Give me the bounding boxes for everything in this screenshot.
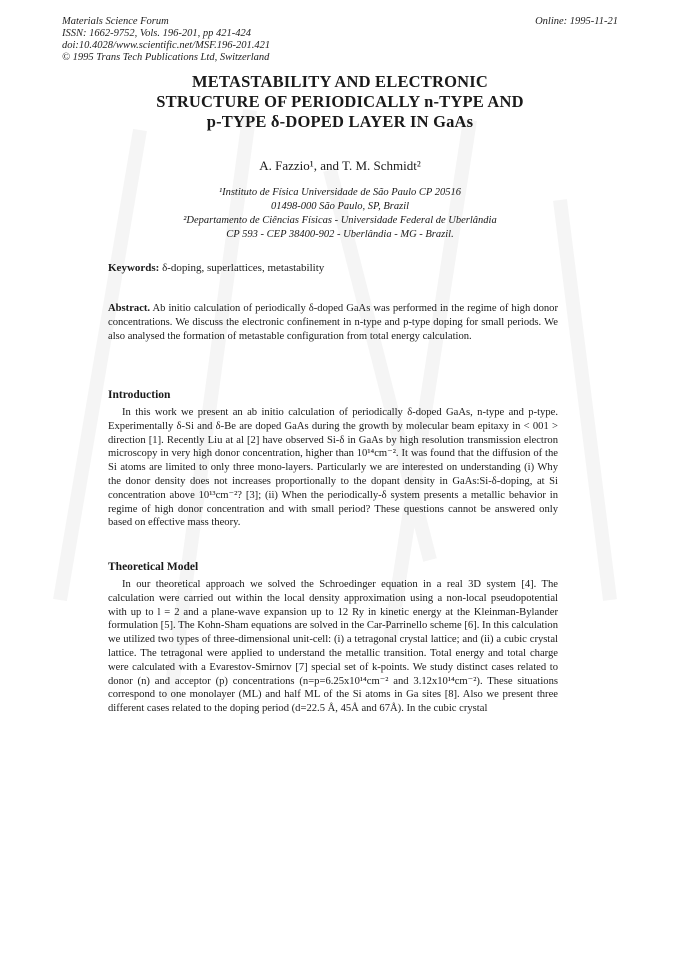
keywords-label: Keywords: bbox=[108, 262, 160, 274]
issn-line: ISSN: 1662-9752, Vols. 196-201, pp 421-424 bbox=[62, 28, 251, 39]
introduction-heading: Introduction bbox=[108, 389, 171, 401]
affiliations bbox=[60, 186, 620, 242]
theory-text: In our theoretical approach we solved the Schroedinger equation in a real 3D system [4]. The calculation were carried out within the local density approximation using a non-local pseudopotential with up to l = 2 and a plane-wave expansion up to 12 Ry in kinetic energy at the Kleinman-Bylander formulation [5]. The Kohn-Sham equations are solved in the Car-Parrinello scheme [6]. In this calculation we utilized two types of three-dimensional unit-cell: (i) a tetragonal crystal lattice; and (ii) a cubic crystal lattice. The tetragonal were applied to understand the metallic transition. Total energy and total charge were calculated with a Evarestov-Smirnov [7] special set of k-points. We study distinct cases related to donor (n) and acceptor (p) concentrations (n=p=6.25x10¹⁴cm⁻² and 3.12x10¹⁴cm⁻²). These situations correspond to one monolayer (ML) and half ML of the Si atoms in Ga sites [8]. Also we present three different cases related to the doping period (d=22.5 Å, 45Å and 67Å). In the cubic crystal bbox=[108, 579, 558, 715]
introduction-paragraph bbox=[108, 406, 558, 530]
affiliation-line-1: ¹Instituto de Física Universidade de São Paulo CP 20516 bbox=[218, 187, 462, 198]
title-line-2: STRUCTURE OF PERIODICALLY n-TYPE AND bbox=[156, 92, 524, 111]
title-line-3: p-TYPE δ-DOPED LAYER IN GaAs bbox=[206, 112, 474, 131]
doi-link[interactable]: doi:10.4028/www.scientific.net/MSF.196-201.421 bbox=[62, 40, 271, 51]
title-line-1: METASTABILITY AND ELECTRONIC bbox=[192, 72, 488, 91]
keywords bbox=[108, 262, 558, 274]
abstract-label: Abstract. bbox=[108, 303, 151, 314]
affiliation-line-4: CP 593 - CEP 38400-902 - Uberlândia - MG - Brazil. bbox=[226, 229, 454, 240]
affiliation-line-2: 01498-000 São Paulo, SP, Brazil bbox=[270, 201, 410, 212]
abstract bbox=[108, 302, 558, 343]
theory-heading: Theoretical Model bbox=[108, 561, 199, 573]
journal-name: Materials Science Forum bbox=[62, 16, 169, 27]
journal-header bbox=[62, 16, 618, 64]
keywords-text: δ-doping, superlattices, metastability bbox=[162, 262, 325, 274]
authors: A. Fazzio¹, and T. M. Schmidt² bbox=[259, 158, 421, 173]
paper-title bbox=[60, 72, 620, 132]
online-date: Online: 1995-11-21 bbox=[535, 16, 618, 27]
affiliation-line-3: ²Departamento de Ciências Físicas - Universidade Federal de Uberlândia bbox=[183, 215, 497, 226]
abstract-text: Ab initio calculation of periodically δ-doped GaAs was performed in the regime of high donor concentrations. We discuss the electronic confinement in n-type and p-type doping for small periods. We also analysed the formation of metastable configuration from total energy calculation. bbox=[108, 303, 558, 342]
copyright-line: © 1995 Trans Tech Publications Ltd, Switzerland bbox=[62, 52, 270, 63]
introduction-text: In this work we present an ab initio calculation of periodically δ-doped GaAs, n-type and p-type. Experimentally δ-Si and δ-Be are doped GaAs during the growth by molecular beam epitaxy in < 001 > direction [1]. Recently Liu at al [2] have observed Si-δ in GaAs by high resolution transmission electron microscopy in very high donor concentration, higher than 10¹⁴cm⁻². It was found that the diffusion of the Si atoms are limited to only three mono-layers. Particularly we are interested on understanding (i) Why the donor density does not increases proportionally to the dopant density in GaAs:Si-δ-doping, at Si concentration above 10¹³cm⁻²? [3]; (ii) When the periodically-δ system presents a metallic behavior in regime of high donor concentration and with small period? These questions cannot be answered only based on effective mass theory. bbox=[108, 407, 558, 529]
theory-paragraph bbox=[108, 578, 558, 716]
